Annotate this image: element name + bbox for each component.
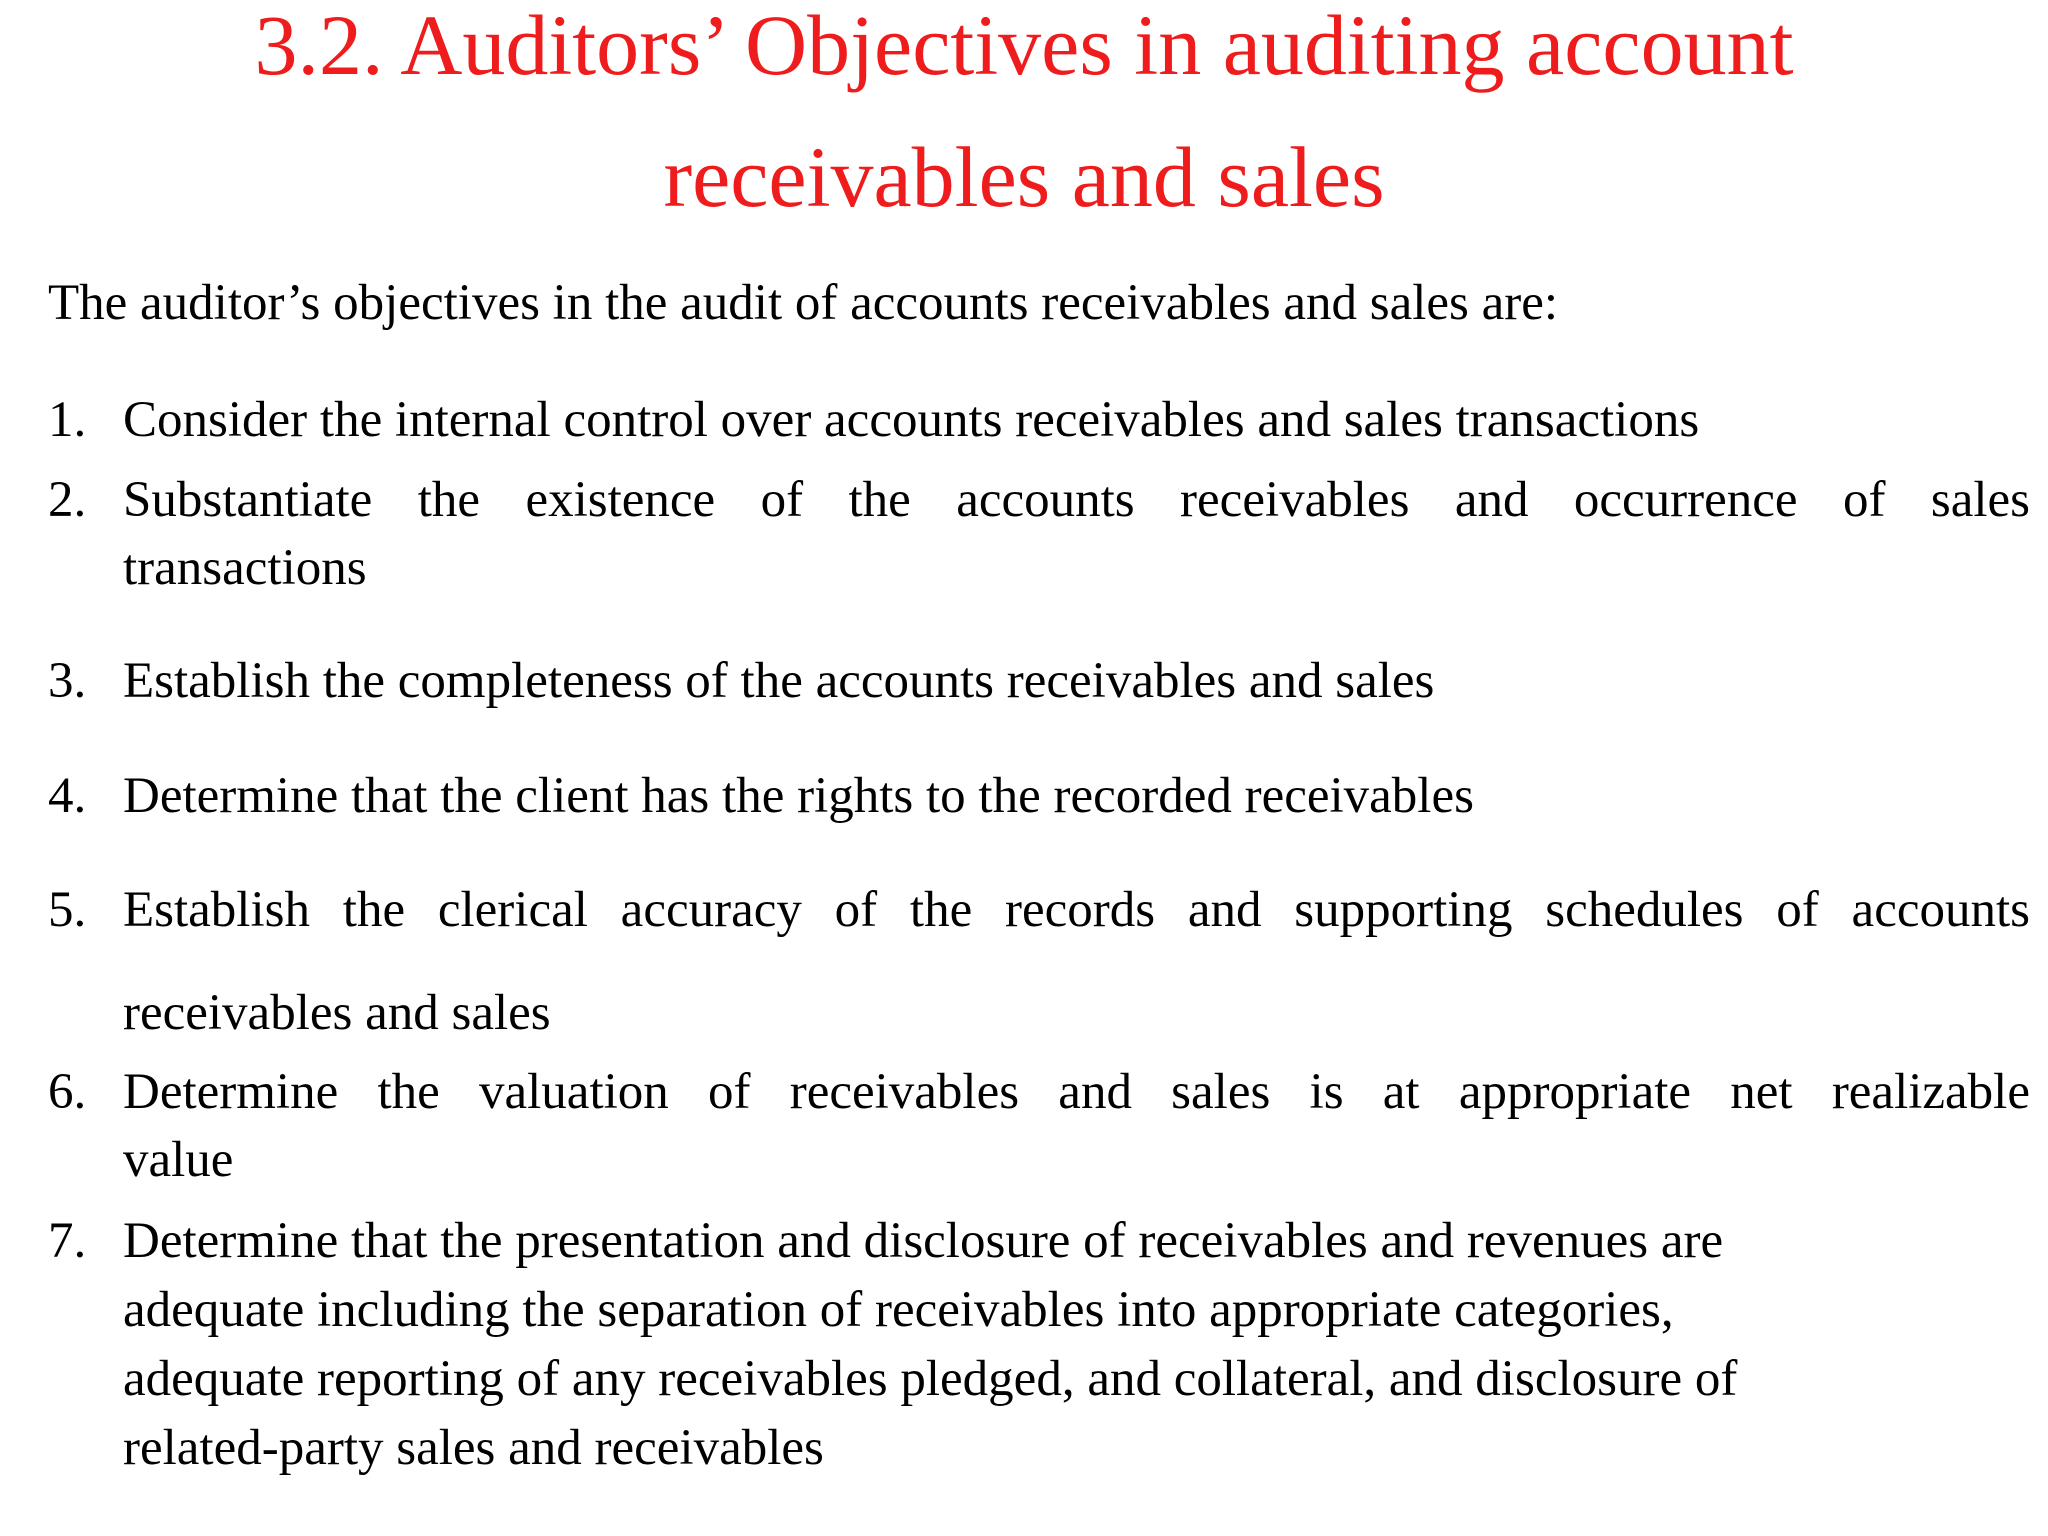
list-item-line: adequate including the separation of receivables into appropriate categories, bbox=[123, 1282, 1674, 1338]
list-item-number: 7. bbox=[48, 1213, 87, 1269]
list-item-line: Determine the valuation of receivables and sales is at appropriate net realizable bbox=[123, 1064, 2030, 1120]
list-item-number: 2. bbox=[48, 472, 87, 528]
list-item-text bbox=[123, 1207, 2030, 1483]
list-item-line: transactions bbox=[123, 540, 367, 596]
list-item-line: Consider the internal control over accounts receivables and sales transactions bbox=[123, 392, 1700, 448]
list-item-text bbox=[123, 1058, 2030, 1195]
list-item-text bbox=[123, 386, 2030, 455]
list-item-text bbox=[123, 876, 2030, 1048]
list-item-line: Substantiate the existence of the accounts receivables and occurrence of sales bbox=[123, 472, 2030, 528]
list-item-text bbox=[123, 647, 2030, 716]
list-item-line: Determine that the presentation and disclosure of receivables and revenues are bbox=[123, 1213, 1724, 1269]
slide-title-line-1: 3.2. Auditors’ Objectives in auditing account bbox=[254, 0, 1794, 93]
list-item-line: value bbox=[123, 1132, 234, 1188]
list-item-text bbox=[123, 466, 2030, 603]
list-item-text bbox=[123, 762, 2030, 831]
slide-title-line-2: receivables and sales bbox=[663, 129, 1385, 225]
list-item-number: 3. bbox=[48, 653, 87, 709]
list-item-number: 5. bbox=[48, 882, 87, 938]
list-item-number: 6. bbox=[48, 1064, 87, 1120]
list-item-line: Determine that the client has the rights to the recorded receivables bbox=[123, 768, 1474, 824]
list-item-line: Establish the completeness of the accounts receivables and sales bbox=[123, 653, 1435, 709]
list-item-line: Establish the clerical accuracy of the records and supporting schedules of accounts bbox=[123, 882, 2030, 938]
list-item-line: related-party sales and receivables bbox=[123, 1420, 824, 1476]
list-item-number: 4. bbox=[48, 768, 87, 824]
list-item-line: adequate reporting of any receivables pledged, and collateral, and disclosure of bbox=[123, 1351, 1738, 1407]
list-item-line: receivables and sales bbox=[123, 985, 551, 1041]
list-item-number: 1. bbox=[48, 392, 87, 448]
intro-text: The auditor’s objectives in the audit of accounts receivables and sales are: bbox=[48, 275, 1559, 331]
